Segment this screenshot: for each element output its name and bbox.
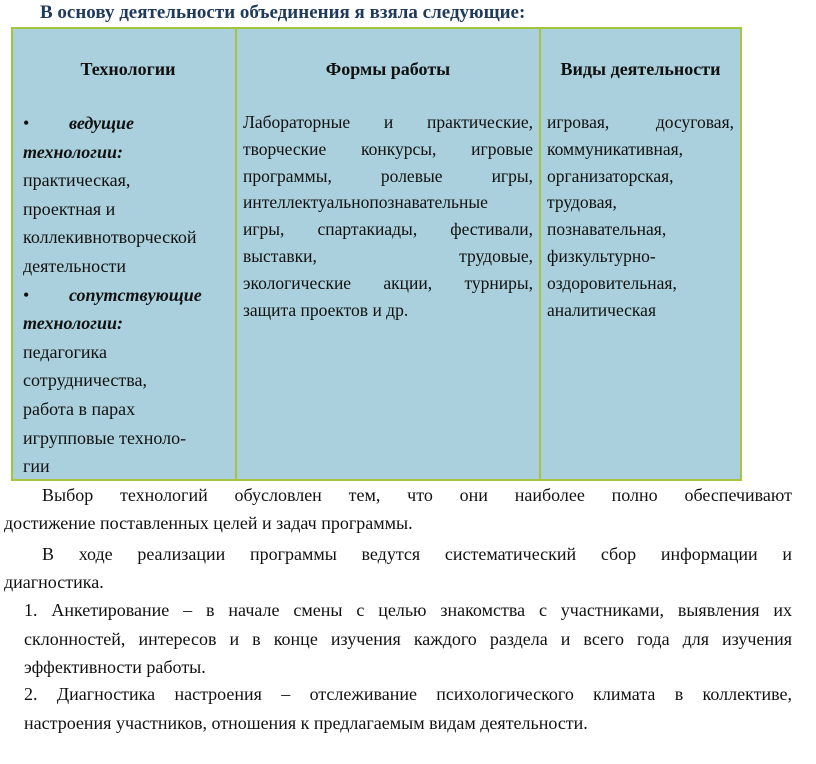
cell-text-line: программы, ролевые игры,	[243, 165, 533, 186]
cell-text-line: оздоровительная,	[547, 272, 677, 293]
cell-text-line: игровая, досуговая,	[547, 112, 734, 132]
methods-table	[11, 27, 742, 481]
paragraph-line: достижение поставленных целей и задач программы.	[4, 513, 413, 533]
column-header-activity-types: Виды деятельности	[560, 58, 721, 79]
cell-text-line: аналитическая	[547, 299, 656, 320]
list-item-line: склонностей, интересов и в конце изучения каждого раздела и всего года для изучения	[24, 628, 792, 649]
cell-text-line: физкультурно-	[547, 245, 656, 266]
bullet-title-continuation	[23, 138, 229, 167]
bullet-title-line: ведущие	[69, 113, 135, 133]
bullet-text-line: гии	[23, 456, 50, 477]
paragraph-line: В ходе реализации программы ведутся систематический сбор информации и	[42, 544, 792, 564]
cell-text-line: творческие конкурсы, игровые	[243, 138, 533, 159]
list-item-mood-diagnostics	[24, 680, 792, 737]
bullet-item-accompanying	[23, 281, 229, 310]
paragraph-line: диагностика.	[4, 572, 104, 592]
list-item-line: настроения участников, отношения к предлагаемым видам деятельности.	[24, 712, 588, 733]
cell-text-line: коммуникативная,	[547, 138, 684, 159]
work-forms-column	[237, 29, 541, 479]
bullet-dot-icon: •	[23, 113, 30, 133]
list-item-line: 2. Диагностика настроения – отслеживание психологического климата в коллективе,	[24, 684, 792, 704]
list-item-questionnaire	[24, 596, 792, 682]
bullet-dot-icon: •	[23, 284, 30, 305]
column-header-technologies: Технологии	[80, 58, 176, 79]
cell-text-line: Лабораторные и практические,	[243, 112, 533, 132]
activity-types-cell	[541, 109, 740, 323]
bullet-text-line: проектная и	[23, 198, 116, 219]
bullet-title-line: технологии:	[23, 313, 123, 334]
cell-text-line: экологические акции, турниры,	[243, 272, 533, 293]
bullet-text-line: игрупповые техноло-	[23, 427, 187, 448]
bullet-text-line: работа в парах	[23, 398, 136, 419]
paragraph-diagnostics	[4, 540, 792, 596]
paragraph-technology-choice	[4, 481, 792, 537]
cell-text-line: интеллектуальнопознавательные	[243, 192, 488, 213]
bullet-text-line: педагогика	[23, 341, 107, 362]
bullet-text-line: коллекивнотворческой	[23, 227, 197, 248]
bullet-text-line: деятельности	[23, 255, 127, 276]
technologies-cell	[13, 109, 235, 481]
bullet-title-continuation	[23, 309, 229, 338]
work-forms-cell	[237, 109, 539, 323]
cell-text-line: выставки, трудовые,	[243, 245, 533, 266]
cell-text-line: защита проектов и др.	[243, 299, 409, 320]
cell-text-line: организаторская,	[547, 165, 674, 186]
column-header-work-forms: Формы работы	[325, 58, 451, 79]
bullet-title-line: технологии:	[23, 141, 123, 162]
bullet-title-line: сопутствующие	[69, 284, 202, 305]
activity-types-column	[541, 29, 740, 479]
page-heading: В основу деятельности объединения я взяла следующие:	[40, 2, 526, 23]
list-item-line: 1. Анкетирование – в начале смены с целью знакомства с участниками, выявления их	[24, 600, 792, 620]
technologies-column	[13, 29, 237, 479]
bullet-text-line: сотрудничества,	[23, 370, 147, 391]
paragraph-line: Выбор технологий обусловлен тем, что они наиболее полно обеспечивают	[42, 485, 792, 505]
list-item-line: эффективности работы.	[24, 657, 206, 677]
cell-text-line: познавательная,	[547, 219, 667, 240]
cell-text-line: трудовая,	[547, 192, 617, 213]
bullet-text-line: практическая,	[23, 170, 131, 191]
bullet-item-leading	[23, 109, 229, 138]
cell-text-line: игры, спартакиады, фестивали,	[243, 219, 533, 240]
